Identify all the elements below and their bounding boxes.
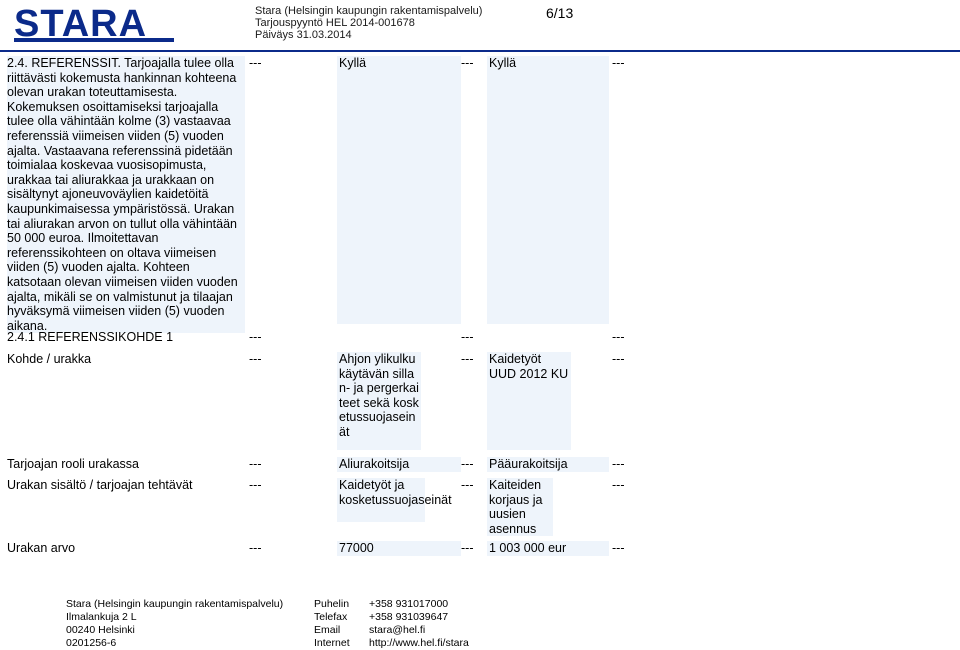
footer-fax: +358 931039647 <box>369 611 449 623</box>
page-number: 6/13 <box>546 5 574 21</box>
row-label: Kohde / urakka <box>7 352 92 366</box>
row-value-1: 77000 <box>337 541 461 556</box>
logo-text: STARA <box>14 4 148 45</box>
row-sep: --- <box>249 478 262 492</box>
row-sep: --- <box>461 56 474 70</box>
row-sep: --- <box>612 457 625 471</box>
row-sep: --- <box>249 56 262 70</box>
footer-email[interactable]: stara@hel.fi <box>369 624 426 636</box>
footer-business-id: 0201256-6 <box>66 637 117 649</box>
row-sep: --- <box>461 330 474 344</box>
row-sep: --- <box>461 478 474 492</box>
row-label: Tarjoajan rooli urakassa <box>7 457 140 471</box>
row-label: Urakan sisältö / tarjoajan tehtävät <box>7 478 193 492</box>
footer-phone-label: Puhelin <box>314 598 350 610</box>
row-value-2: Kyllä <box>487 56 609 324</box>
row-value-2: Kaiteiden korjaus ja uusien asennus <box>487 478 553 536</box>
row-value-1: Kyllä <box>337 56 461 324</box>
footer-web-link[interactable]: http://www.hel.fi/stara <box>369 637 469 649</box>
row-sep: --- <box>249 457 262 471</box>
footer-company: Stara (Helsingin kaupungin rakentamispalvelu) <box>66 598 284 610</box>
row-sep: --- <box>249 330 262 344</box>
row-sep: --- <box>249 541 262 555</box>
footer-contact-values <box>369 598 469 650</box>
row-value-1: Ahjon ylikulkukäytävän sillan- ja pergerkaiteet sekä kosketussuojaseinät <box>337 352 421 450</box>
footer-postal: 00240 Helsinki <box>66 624 135 636</box>
header-company: Stara (Helsingin kaupungin rakentamispalvelu) <box>255 5 483 17</box>
row-sep: --- <box>461 457 474 471</box>
row-sep: --- <box>461 352 474 366</box>
footer-address-block <box>66 598 283 650</box>
row-value-1: Kaidetyöt ja kosketussuojaseinät <box>337 478 425 522</box>
row-sep: --- <box>612 330 625 344</box>
row-value-2: Kaidetyöt UUD 2012 KU <box>487 352 571 450</box>
row-value-2: Pääurakoitsija <box>487 457 609 472</box>
row-sep: --- <box>612 56 625 70</box>
footer-contact-labels <box>314 598 350 650</box>
footer-web-label: Internet <box>314 637 350 649</box>
table-row <box>0 541 960 557</box>
footer-phone: +358 931017000 <box>369 598 449 610</box>
table-row <box>0 352 960 450</box>
footer-email-label: Email <box>314 624 341 636</box>
header-doc-ref: Tarjouspyyntö HEL 2014-001678 <box>255 17 415 29</box>
header-date: Päiväys 31.03.2014 <box>255 29 352 41</box>
footer-fax-label: Telefax <box>314 611 348 623</box>
table-row <box>0 478 960 536</box>
footer-address: Ilmalankuja 2 L <box>66 611 137 623</box>
row-sep: --- <box>461 541 474 555</box>
row-sep: --- <box>612 478 625 492</box>
row-sep: --- <box>612 541 625 555</box>
row-value-1: Aliurakoitsija <box>337 457 461 472</box>
row-value-2: 1 003 000 eur <box>487 541 609 556</box>
table-row <box>0 457 960 473</box>
row-label: Urakan arvo <box>7 541 76 555</box>
table-row <box>0 56 960 333</box>
row-label: 2.4. REFERENSSIT. Tarjoajalla tulee olla riittävästi kokemusta hankinnan kohteena olevan urakan toteuttamisesta. Kokemuksen osoittamiseksi tarjoajalla tulee olla vähintään kolme (3) vastaavaa referenssiä viimeisen viiden (5) vuoden ajalta. Vastaavana referenssinä pidetään toimialaa koskevaa vuosisopimusta, urakkaa tai aliurakkaa ja urakkaan on sisältynyt ajoneuvoväylien kaidetöitä kaupunkimaisessa ympäristössä. Urakan tai aliurakan arvon on tullut olla vähintään 50 000 euroa. Ilmoitettavan referenssikohteen on oltava viimeisen viiden (5) vuoden ajalta. Kohteen katsotaan olevan viimeisen viiden vuoden ajalta, mikäli se on valmistunut ja tilaajan hyväksymä viimeisen viiden (5) vuoden aikana. <box>7 56 245 333</box>
row-sep: --- <box>612 352 625 366</box>
row-label: 2.4.1 REFERENSSIKOHDE 1 <box>7 330 174 344</box>
table-row <box>0 330 960 346</box>
row-sep: --- <box>249 352 262 366</box>
